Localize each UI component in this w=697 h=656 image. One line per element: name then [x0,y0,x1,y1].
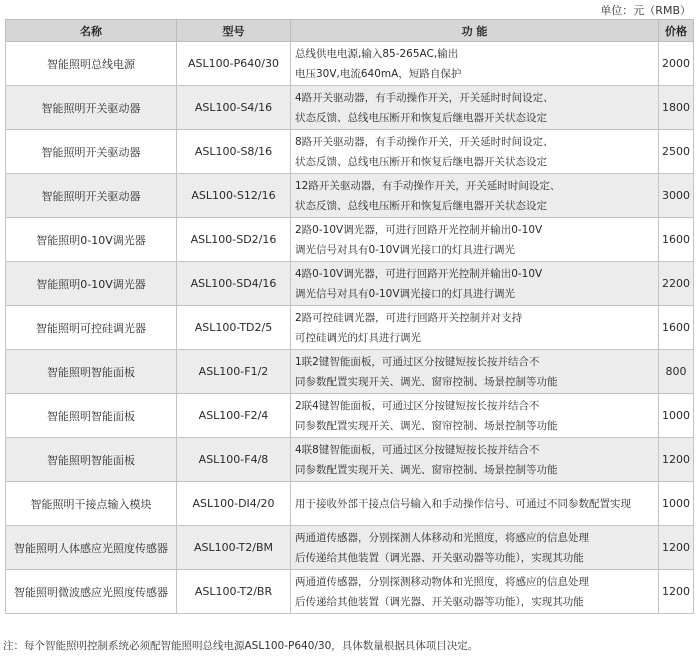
cell-name: 智能照明0-10V调光器 [6,218,177,262]
cell-model: ASL100-F4/8 [177,438,291,482]
footnote: 注：每个智能照明控制系统必须配智能照明总线电源ASL100-P640/30，具体数量根据具体项目决定。 [3,640,479,652]
cell-model: ASL100-P640/30 [177,42,291,86]
cell-function [291,86,659,130]
function-line-2: 同参数配置实现开关、调光、窗帘控制、场景控制等功能 [295,375,558,388]
cell-price: 1000 [659,482,694,526]
cell-model: ASL100-T2/BM [177,526,291,570]
table-row [6,42,694,86]
cell-model: ASL100-S12/16 [177,174,291,218]
function-line-1: 总线供电电源,输入85-265AC,输出 [295,47,459,60]
function-line-2: 同参数配置实现开关、调光、窗帘控制、场景控制等功能 [295,463,558,476]
cell-function [291,350,659,394]
cell-model: ASL100-SD2/16 [177,218,291,262]
cell-model: ASL100-S4/16 [177,86,291,130]
function-line-2: 同参数配置实现开关、调光、窗帘控制、场景控制等功能 [295,419,558,432]
cell-price: 1800 [659,86,694,130]
cell-name: 智能照明微波感应光照度传感器 [6,570,177,614]
cell-model: ASL100-DI4/20 [177,482,291,526]
function-line-2: 可控硅调光的灯具进行调光 [295,331,421,344]
function-line-2: 电压30V,电流640mA，短路自保护 [295,67,462,80]
cell-price: 1600 [659,218,694,262]
cell-function [291,218,659,262]
table-row [6,570,694,614]
cell-price: 1200 [659,570,694,614]
table-row [6,394,694,438]
cell-function [291,482,659,526]
cell-model: ASL100-T2/BR [177,570,291,614]
cell-price: 3000 [659,174,694,218]
cell-function [291,174,659,218]
cell-model: ASL100-F1/2 [177,350,291,394]
function-line-1: 12路开关驱动器，有手动操作开关，开关延时时间设定、 [295,179,561,192]
cell-function [291,394,659,438]
function-line-1: 8路开关驱动器，有手动操作开关，开关延时时间设定、 [295,135,554,148]
cell-price: 1200 [659,438,694,482]
price-table [5,19,694,614]
cell-name: 智能照明智能面板 [6,438,177,482]
cell-name: 智能照明智能面板 [6,394,177,438]
cell-name: 智能照明干接点输入模块 [6,482,177,526]
cell-function [291,306,659,350]
function-line-2: 状态反馈、总线电压断开和恢复后继电器开关状态设定 [295,111,547,124]
cell-name: 智能照明开关驱动器 [6,174,177,218]
cell-name: 智能照明人体感应光照度传感器 [6,526,177,570]
function-line-1: 2联4键智能面板，可通过区分按键短按长按并结合不 [295,399,540,412]
cell-price: 1000 [659,394,694,438]
table-row [6,438,694,482]
function-line-1: 两通道传感器，分别探测移动物体和光照度，将感应的信息处理 [295,575,589,588]
table-row [6,86,694,130]
cell-function [291,42,659,86]
cell-model: ASL100-S8/16 [177,130,291,174]
unit-label: 单位：元（RMB） [600,4,691,17]
function-line-1: 2路可控硅调光器，可进行回路开关控制并对支持 [295,311,523,324]
cell-price: 1200 [659,526,694,570]
cell-function [291,438,659,482]
cell-function [291,262,659,306]
function-line-2: 调光信号对具有0-10V调光接口的灯具进行调光 [295,287,516,300]
header-price: 价格 [659,20,694,42]
function-line-1: 用于接收外部干接点信号输入和手动操作信号、可通过不同参数配置实现 [295,497,631,510]
function-line-1: 4联8键智能面板，可通过区分按键短按长按并结合不 [295,443,540,456]
function-line-2: 后传递给其他装置（调光器、开关驱动器等功能），实现其功能 [295,595,584,608]
header-model: 型号 [177,20,291,42]
cell-function [291,526,659,570]
function-line-2: 调光信号对具有0-10V调光接口的灯具进行调光 [295,243,516,256]
cell-name: 智能照明开关驱动器 [6,86,177,130]
function-line-1: 4路0-10V调光器，可进行回路开光控制并输出0-10V [295,267,543,280]
function-line-1: 两通道传感器，分别探测人体移动和光照度，将感应的信息处理 [295,531,589,544]
table-row [6,526,694,570]
cell-model: ASL100-F2/4 [177,394,291,438]
function-line-2: 状态反馈、总线电压断开和恢复后继电器开关状态设定 [295,155,547,168]
cell-name: 智能照明开关驱动器 [6,130,177,174]
cell-name: 智能照明0-10V调光器 [6,262,177,306]
cell-price: 800 [659,350,694,394]
cell-name: 智能照明总线电源 [6,42,177,86]
table-row [6,262,694,306]
table-row [6,482,694,526]
function-line-2: 状态反馈、总线电压断开和恢复后继电器开关状态设定 [295,199,547,212]
header-function: 功 能 [291,20,659,42]
function-line-1: 1联2键智能面板，可通过区分按键短按长按并结合不 [295,355,540,368]
table-row [6,306,694,350]
function-line-1: 4路开关驱动器，有手动操作开关，开关延时时间设定、 [295,91,554,104]
table-row [6,218,694,262]
cell-function [291,570,659,614]
cell-model: ASL100-SD4/16 [177,262,291,306]
cell-name: 智能照明智能面板 [6,350,177,394]
cell-function [291,130,659,174]
cell-name: 智能照明可控硅调光器 [6,306,177,350]
function-line-1: 2路0-10V调光器，可进行回路开光控制并输出0-10V [295,223,543,236]
table-header-row [6,20,694,42]
cell-price: 1600 [659,306,694,350]
header-name: 名称 [6,20,177,42]
table-row [6,130,694,174]
cell-price: 2000 [659,42,694,86]
cell-model: ASL100-TD2/5 [177,306,291,350]
function-line-2: 后传递给其他装置（调光器、开关驱动器等功能），实现其功能 [295,551,584,564]
table-row [6,174,694,218]
cell-price: 2500 [659,130,694,174]
table-row [6,350,694,394]
cell-price: 2200 [659,262,694,306]
